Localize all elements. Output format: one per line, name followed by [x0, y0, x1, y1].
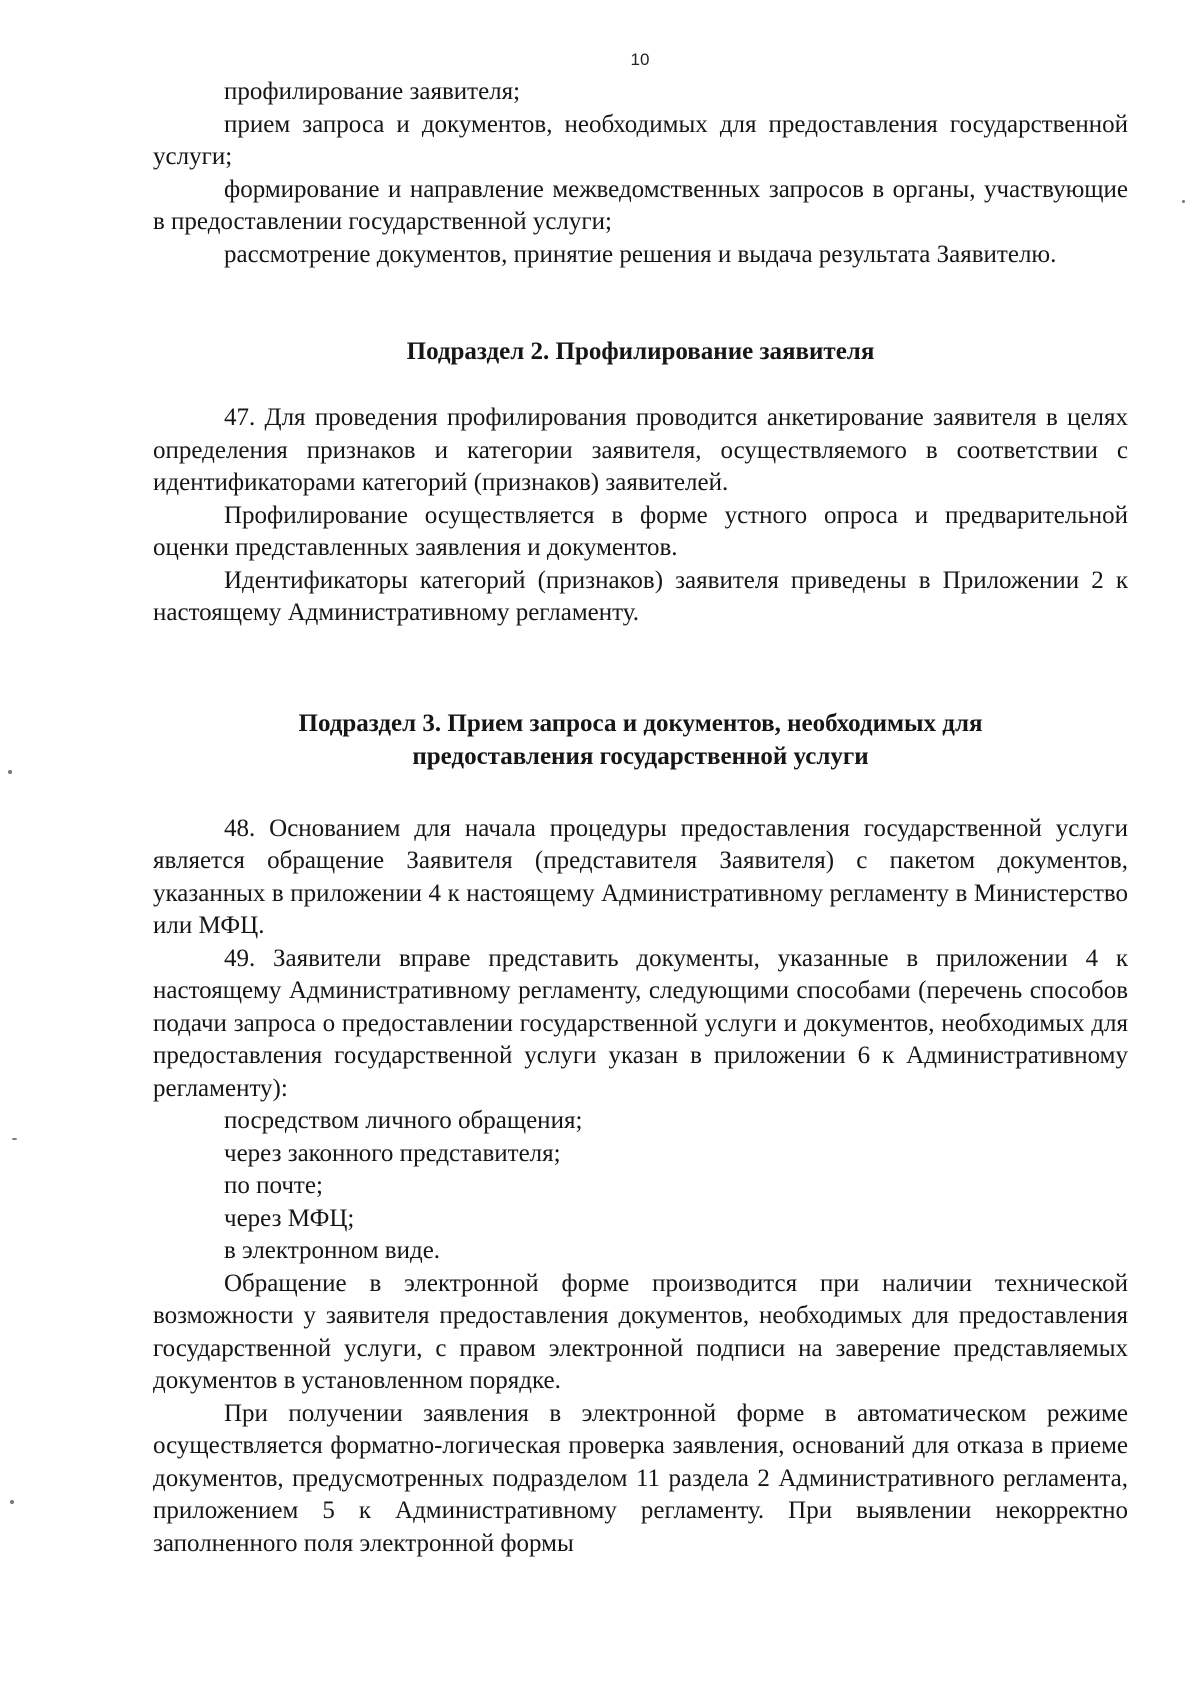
paragraph-automatic-check: При получении заявления в электронной форме в автоматическом режиме осуществляется форматно-логическая проверка заявления, оснований для отказа в приеме документов, предусмотренных подразделом 11 раздела 2 Административного регламента, приложением 5 к Административному регламенту. При выявлении некорректно заполненного поля электронной формы: [153, 1399, 1128, 1557]
method-item: через МФЦ;: [224, 1204, 355, 1232]
method-item: посредством личного обращения;: [224, 1107, 583, 1134]
paragraph-49: 49. Заявители вправе представить документы, указанные в приложении 4 к настоящему Административному регламенту, следующими способами (перечень способов подачи запроса о предоставлении государственной услуги и документов, необходимых для предоставления государственной услуги указан в приложении 6 к Административному регламенту):: [153, 944, 1128, 1102]
subsection-3-heading-line-2: предоставления государственной услуги: [412, 742, 869, 770]
subsection-2-heading: Подраздел 2. Профилирование заявителя: [406, 338, 875, 365]
list-item: прием запроса и документов, необходимых для предоставления государственной услуги;: [153, 110, 1128, 170]
method-item: в электронном виде.: [224, 1237, 441, 1264]
page-number: 10: [630, 50, 650, 69]
subsection-3-heading-line-1: Подраздел 3. Прием запроса и документов, необходимых для: [298, 709, 983, 737]
document-body: [153, 76, 1128, 1560]
list-item: формирование и направление межведомственных запросов в органы, участвующие в предоставлении государственной услуги;: [153, 175, 1128, 235]
scan-speck: [10, 1500, 14, 1504]
paragraph-48: 48. Основанием для начала процедуры предоставления государственной услуги является обращение Заявителя (представителя Заявителя) с пакетом документов, указанных в приложении 4 к настоящему Административному регламенту в Министерство или МФЦ.: [153, 814, 1128, 939]
paragraph-profiling-form: Профилирование осуществляется в форме устного опроса и предварительной оценки представленных заявления и документов.: [153, 501, 1128, 561]
paragraph-identifiers: Идентификаторы категорий (признаков) заявителя приведены в Приложении 2 к настоящему Административному регламенту.: [153, 566, 1128, 626]
subsection-3-heading: [153, 707, 1128, 773]
paragraph-electronic-submission: Обращение в электронной форме производится при наличии технической возможности у заявителя предоставления документов, необходимых для предоставления государственной услуги, с правом электронной подписи на заверение представляемых документов в установленном порядке.: [153, 1269, 1128, 1394]
method-item: через законного представителя;: [224, 1139, 561, 1167]
list-item: рассмотрение документов, принятие решения и выдача результата Заявителю.: [224, 240, 1057, 268]
scan-speck: [1182, 200, 1185, 203]
paragraph-47: 47. Для проведения профилирования проводится анкетирование заявителя в целях определения признаков и категории заявителя, осуществляемого в соответствии с идентификаторами категорий (признаков) заявителей.: [153, 404, 1128, 496]
method-item: по почте;: [224, 1172, 323, 1199]
scan-speck: [8, 770, 12, 774]
scan-speck: [12, 1138, 17, 1140]
list-item: профилирование заявителя;: [224, 78, 521, 105]
